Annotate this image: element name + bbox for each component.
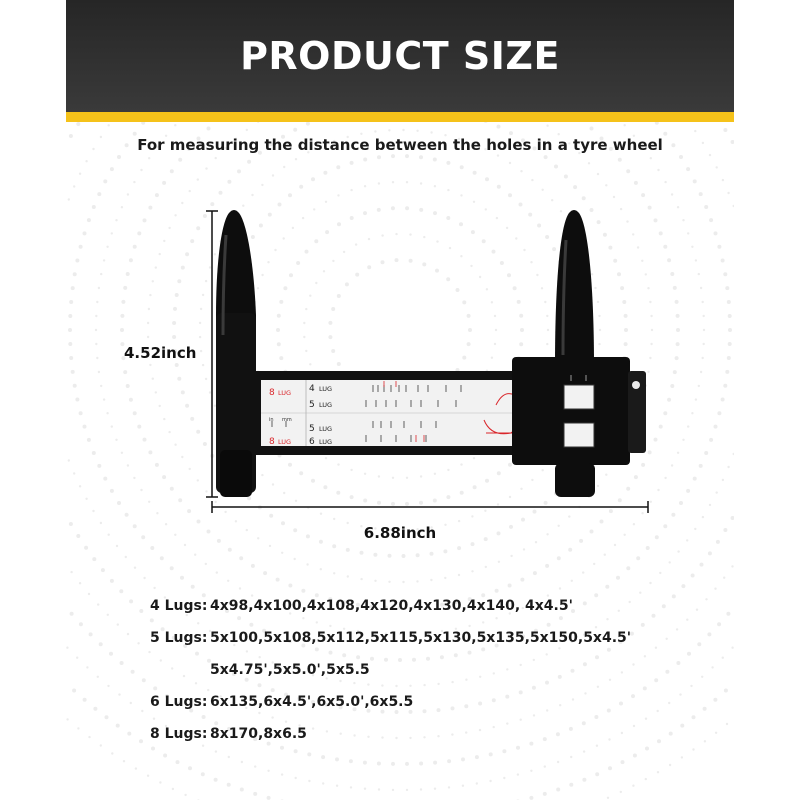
width-dimension-line — [212, 501, 648, 513]
accent-stripe — [66, 112, 734, 122]
ruler-body — [254, 371, 544, 455]
ruler-unit-in: in — [269, 417, 274, 423]
ruler-unit-mm: mm — [282, 417, 292, 423]
ruler-row-num-3: 5 — [309, 424, 315, 434]
spec-value: 6x135,6x4.5',6x5.0',6x5.5 — [210, 694, 414, 710]
ruler-left-label-2: LUG — [278, 389, 292, 397]
lug-specs-list — [150, 590, 710, 750]
slider-block — [512, 357, 646, 465]
ruler-left-label-1: 8 — [269, 388, 275, 398]
spec-row-8-lugs — [150, 718, 710, 750]
spec-label: 6 Lugs: — [150, 694, 208, 710]
spec-row-4-lugs — [150, 590, 710, 622]
lug-gauge-illustration — [66, 195, 734, 555]
spec-label: 4 Lugs: — [150, 598, 208, 614]
ruler-left-label-5: 8 — [269, 437, 275, 447]
ruler-row-lug-2: LUG — [319, 401, 333, 409]
ruler-row-num-1: 4 — [309, 384, 315, 394]
ruler-row-num-4: 6 — [309, 437, 315, 447]
ruler-left-label-6: LUG — [278, 438, 292, 446]
spec-value: 5x100,5x108,5x112,5x115,5x130,5x135,5x150,5x4.5' — [210, 630, 632, 646]
ruler-row-num-2: 5 — [309, 400, 315, 410]
spec-label: 8 Lugs: — [150, 726, 208, 742]
ruler-row-lug-3: LUG — [319, 425, 333, 433]
spec-label: 5 Lugs: — [150, 630, 208, 646]
spec-value-continuation: 5x4.75',5x5.0',5x5.5 — [210, 662, 370, 678]
product-card — [66, 0, 734, 800]
header-banner — [66, 0, 734, 112]
ruler-row-lug-1: LUG — [319, 385, 333, 393]
spec-row-6-lugs — [150, 686, 710, 718]
page-title: PRODUCT SIZE — [240, 34, 560, 78]
subtitle: For measuring the distance between the holes in a tyre wheel — [137, 136, 663, 154]
spec-row-5-lugs — [150, 622, 710, 654]
spec-value: 4x98,4x100,4x108,4x120,4x130,4x140, 4x4.5' — [210, 598, 573, 614]
left-cone-pin — [216, 210, 256, 497]
width-dimension-label: 6.88inch — [363, 524, 437, 542]
ruler-row-lug-4: LUG — [319, 438, 333, 446]
spec-value: 8x170,8x6.5 — [210, 726, 307, 742]
height-dimension-label: 4.52inch — [124, 344, 197, 362]
